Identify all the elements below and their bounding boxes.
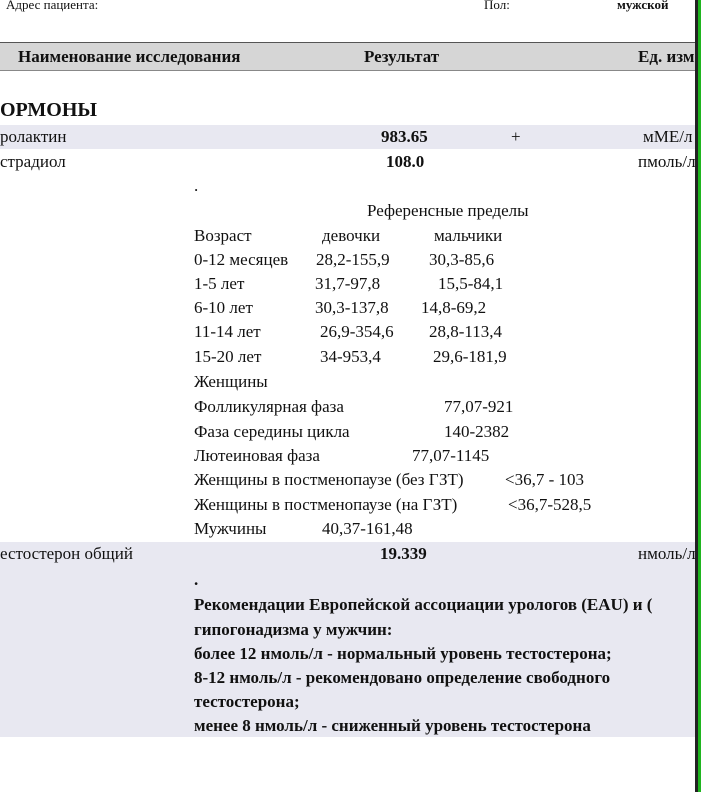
sex-label: Пол: [484, 0, 510, 12]
ref-women-phase: Женщины в постменопаузе (без ГЗТ) [194, 470, 464, 489]
test-result-prolactin: 983.65 [381, 127, 428, 146]
ref-women-phase: Фолликулярная фаза [194, 397, 344, 416]
ref-age: 15-20 лет [194, 347, 262, 366]
ref-age: 6-10 лет [194, 298, 253, 317]
ref-girls: 28,2-155,9 [316, 250, 390, 269]
ref-boys: 28,8-113,4 [429, 322, 503, 341]
address-label: Адрес пациента: [6, 0, 99, 12]
recommendation-line: более 12 нмоль/л - нормальный уровень тестостерона; [194, 644, 612, 663]
ref-women-phase: Фаза середины цикла [194, 422, 350, 441]
test-unit-testosterone: нмоль/л [638, 544, 696, 563]
reference-title: Референсные пределы [367, 201, 529, 220]
abnormal-flag: + [511, 127, 521, 146]
recommendation-line: менее 8 нмоль/л - сниженный уровень тестостерона [194, 716, 591, 735]
ref-women-label: Женщины [194, 372, 268, 391]
ref-girls: 26,9-354,6 [320, 322, 394, 341]
ref-boys: 30,3-85,6 [429, 250, 495, 269]
ref-age: 1-5 лет [194, 274, 245, 293]
section-title: ОРМОНЫ [0, 99, 98, 121]
ref-header-age: Возраст [194, 226, 252, 245]
test-result-testosterone: 19.339 [380, 544, 427, 563]
ref-women-value: 77,07-1145 [412, 446, 490, 465]
recommendation-line: тестостерона; [194, 692, 300, 711]
ref-header-boys: мальчики [434, 226, 503, 245]
ref-age: 0-12 месяцев [194, 250, 289, 269]
ref-age: 11-14 лет [194, 322, 261, 341]
ref-girls: 30,3-137,8 [315, 298, 389, 317]
test-name-testosterone: естостерон общий [0, 544, 133, 563]
prolactin-row-band [0, 125, 697, 149]
recommendation-line: 8-12 нмоль/л - рекомендовано определение свободного [194, 668, 611, 687]
ref-boys: 14,8-69,2 [421, 298, 487, 317]
ref-women-value: <36,7 - 103 [505, 470, 584, 489]
ref-girls: 34-953,4 [320, 347, 381, 366]
column-header-unit: Ед. изм [638, 47, 695, 66]
test-unit-estradiol: пмоль/л [638, 152, 696, 171]
ref-men-label: Мужчины [194, 519, 267, 538]
column-header-name: Наименование исследования [18, 47, 241, 66]
testosterone-ref-dot: . [194, 570, 199, 589]
estradiol-ref-dot: . [194, 176, 199, 195]
recommendation-line: гипогонадизма у мужчин: [194, 620, 393, 639]
test-result-estradiol: 108.0 [386, 152, 425, 171]
table-header-border [0, 42, 697, 43]
ref-women-phase: Лютеиновая фаза [194, 446, 320, 465]
ref-header-girls: девочки [322, 226, 381, 245]
ref-women-value: 77,07-921 [444, 397, 514, 416]
ref-men-value: 40,37-161,48 [322, 519, 413, 538]
test-name-prolactin: ролактин [0, 127, 67, 146]
ref-boys: 15,5-84,1 [438, 274, 504, 293]
ref-boys: 29,6-181,9 [433, 347, 507, 366]
recommendation-line: Рекомендации Европейской ассоциации урологов (EAU) и ( [194, 595, 653, 614]
table-header-border-bottom [0, 70, 697, 71]
column-header-result: Результат [364, 47, 440, 66]
ref-women-phase: Женщины в постменопаузе (на ГЗТ) [194, 495, 458, 514]
ref-girls: 31,7-97,8 [315, 274, 381, 293]
test-name-estradiol: страдиол [0, 152, 66, 171]
ref-women-value: <36,7-528,5 [508, 495, 592, 514]
sex-value: мужской [617, 0, 669, 12]
ref-women-value: 140-2382 [444, 422, 510, 441]
test-unit-prolactin: мМЕ/л [643, 127, 693, 146]
